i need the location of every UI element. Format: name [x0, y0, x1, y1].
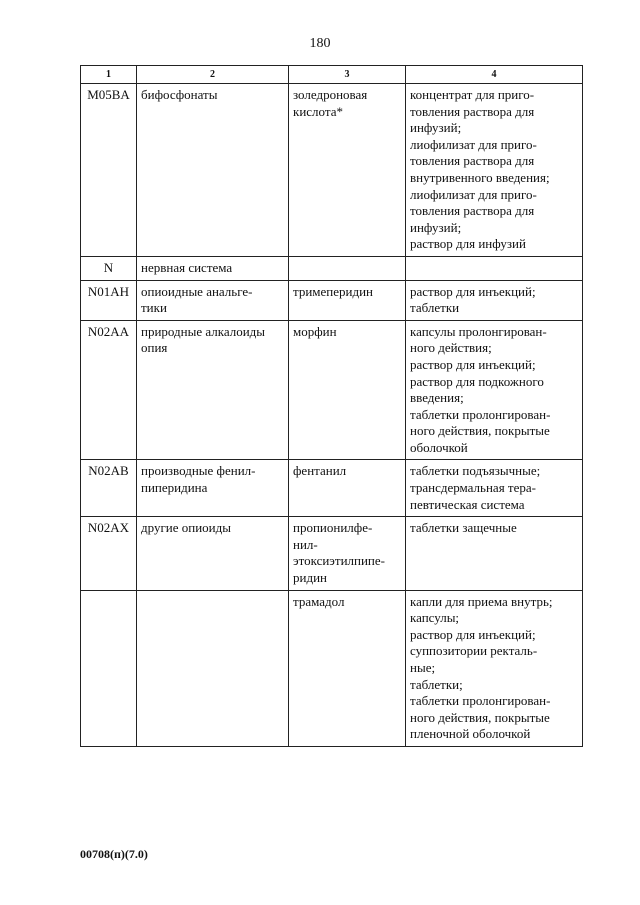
dosage-forms-cell: таблетки защечные [406, 517, 583, 590]
table-row [81, 517, 583, 590]
drug-cell: тримеперидин [289, 280, 406, 320]
header-col-3: 3 [289, 66, 406, 84]
atc-code-cell: M05BA [81, 84, 137, 257]
group-cell: опиоидные анальге- тики [137, 280, 289, 320]
atc-code-cell: N [81, 256, 137, 280]
drug-table [80, 65, 583, 747]
dosage-forms-cell: таблетки подъязычные; трансдермальная тера- певтическая система [406, 460, 583, 517]
dosage-forms-cell [406, 256, 583, 280]
drug-cell [289, 256, 406, 280]
group-cell [137, 590, 289, 746]
group-cell: бифосфонаты [137, 84, 289, 257]
drug-cell: морфин [289, 320, 406, 460]
document-code-footer: 00708(п)(7.0) [80, 847, 148, 861]
page-number: 180 [309, 36, 331, 51]
atc-code-cell [81, 590, 137, 746]
group-cell: нервная система [137, 256, 289, 280]
header-row [81, 66, 583, 84]
atc-code-cell: N02AX [81, 517, 137, 590]
table-row [81, 256, 583, 280]
table-row [81, 460, 583, 517]
header-col-1: 1 [81, 66, 137, 84]
drug-cell: фентанил [289, 460, 406, 517]
dosage-forms-cell: капли для приема внутрь; капсулы; раствор для инъекций; суппозитории ректаль- ные; таблетки; таблетки пролонгирован- ного действия, покрытые пленочной оболочкой [406, 590, 583, 746]
table-row [81, 280, 583, 320]
group-cell: природные алкалоиды опия [137, 320, 289, 460]
drug-cell: пропионилфе- нил- этоксиэтилпипе- ридин [289, 517, 406, 590]
group-cell: другие опиоиды [137, 517, 289, 590]
dosage-forms-cell: концентрат для приго- товления раствора для инфузий; лиофилизат для приго- товления раствора для внутривенного введения; лиофилизат для приго- товления раствора для инфузий; раствор для инфузий [406, 84, 583, 257]
drug-cell: трамадол [289, 590, 406, 746]
drug-cell: золедроновая кислота* [289, 84, 406, 257]
table-row [81, 590, 583, 746]
header-col-2: 2 [137, 66, 289, 84]
group-cell: производные фенил- пиперидина [137, 460, 289, 517]
header-col-4: 4 [406, 66, 583, 84]
atc-code-cell: N01AH [81, 280, 137, 320]
table-row [81, 320, 583, 460]
atc-code-cell: N02AA [81, 320, 137, 460]
dosage-forms-cell: капсулы пролонгирован- ного действия; раствор для инъекций; раствор для подкожного введения; таблетки пролонгирован- ного действия, покрытые оболочкой [406, 320, 583, 460]
atc-code-cell: N02AB [81, 460, 137, 517]
table-row [81, 84, 583, 257]
dosage-forms-cell: раствор для инъекций; таблетки [406, 280, 583, 320]
